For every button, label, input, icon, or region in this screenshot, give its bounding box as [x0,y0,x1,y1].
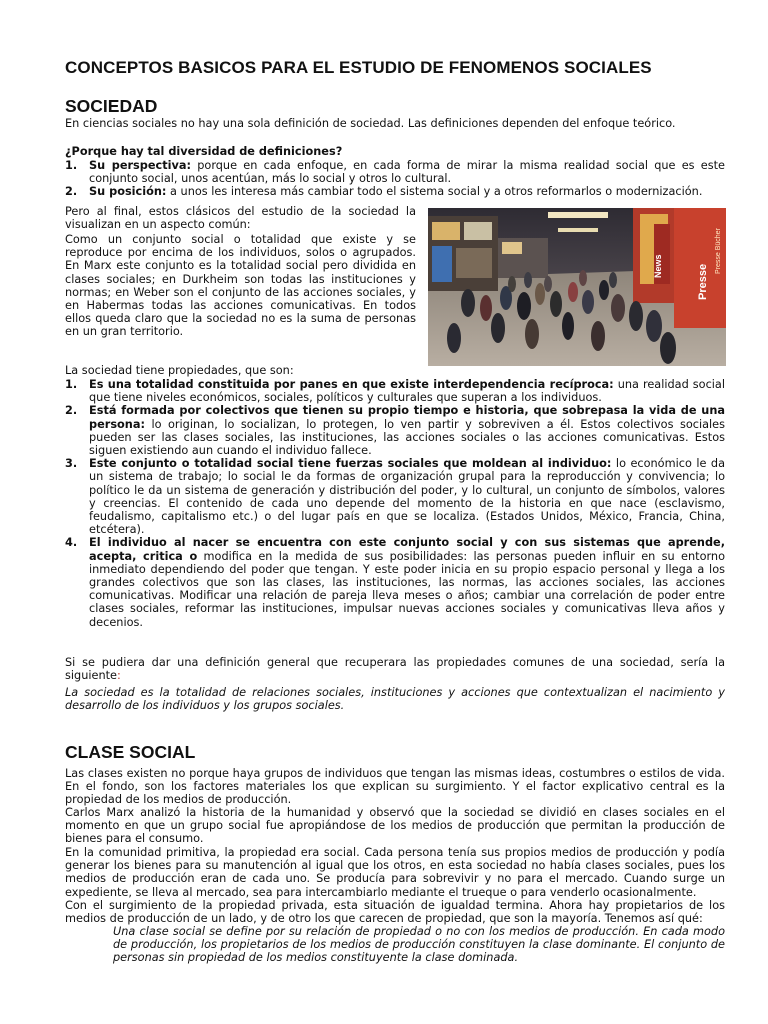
news-sign-text: News [653,254,663,278]
property-lead: Está formada por colectivos que tienen su propio tiempo e historia, que sobrepasa la vida de una persona: [89,404,725,431]
sociedad-intro: En ciencias sociales no hay una sola definición de sociedad. Las definiciones dependen del enfoque teórico. [65,117,676,130]
property-text: modifica en la medida de sus posibilidades: las personas pueden influir en su entorno inmediato dependiendo del poder que tengan. Y este poder inicia en su propio espacio personal y llega a los grandes colectivos que son las clases, las instituciones, las normas, las acciones sociales, las acciones comunicativas. Modificar una relación de pareja lleva meses o años; cambiar una correlación de poder entre clases sociales, reformar las instituciones, impulsar nuevas acciones sociales y comunicativas lleva años y decenios. [89,549,725,629]
reason-text: a unos les interesa más cambiar todo el sistema social y a otros reformarlos o modernización. [166,185,703,199]
section-heading-clase-social: CLASE SOCIAL [65,742,196,762]
reason-lead: Su perspectiva: [89,159,192,172]
clase-paragraph-4: Con el surgimiento de la propiedad privada, esta situación de igualdad termina. Ahora hay propietarios de los medios de producción de un lado, y de otro los que carecen de propiedad, que son la mayoría. Tenemos así qué: [65,899,725,926]
property-item [65,536,725,628]
property-number: 4. [65,536,78,550]
properties-intro: La sociedad tiene propiedades, que son: [65,364,294,377]
crowd-photo [428,208,726,366]
reason-item [65,185,725,198]
clase-paragraph-1: Las clases existen no porque haya grupos de individuos que tengan las mismas ideas, costumbres o estilos de vida. En el fondo, son los factores materiales los que explican su surgimiento. Y el factor explicativo central es la propiedad de los medios de producción. [65,767,725,807]
reason-item [65,159,725,185]
property-text: lo económico le da un sistema de trabajo; lo social le da formas de organización grupal para la reproducción y convivencia; lo político le da un sistema de generación y distribución del poder, y lo cultural, un conjunto de símbolos, valores y creencias. El contenido de cada uno depende del momento de la historia en que nace (esclavismo, feudalismo, capitalismo etc.) o del lugar país en que se localiza. (Estados Unidos, México, Francia, China, etcétera). [89,457,725,537]
clase-social-definition-quote: Una clase social se define por su relación de propiedad o no con los medios de producción. En cada modo de producción, los propietarios de los medios de producción constituyen la clase dominante. El conjunto de personas sin propiedad de los medios constituyente la clase dominada. [113,925,725,965]
reason-number: 1. [65,159,78,172]
property-text: una realidad social que tiene niveles económicos, sociales, políticos y culturales que superan a los individuos. [89,378,725,405]
reasons-list [65,159,725,199]
classics-paragraph: Pero al final, estos clásicos del estudio de la sociedad la visualizan en un aspecto común: [65,205,416,232]
section-heading-sociedad: SOCIEDAD [65,96,158,116]
property-lead: Es una totalidad constituida por panes en que existe interdependencia recíproca: [89,378,614,391]
buecher-sign-text: Presse Bücher [715,228,722,274]
property-text: lo originan, lo socializan, lo protegen, lo ven partir y sobreviven a él. Estos colectivos sociales pueden ser las clases sociales, las instituciones, las acciones sociales o las acciones comunicativas. Estos siguen existiendo aun cuando el individuo fallece. [89,417,725,458]
totality-paragraph: Como un conjunto social o totalidad que existe y se reproduce por encima de los individuos, solos o agrupados. En Marx este conjunto es la totalidad social pero dividida en clases sociales; en Durkheim son todas las instituciones y normas; en Weber son el conjunto de las acciones sociales, y en Habermas todas las acciones comunicativas. En todos ellos queda claro que la sociedad no es la suma de personas en un gran territorio. [65,233,416,339]
document-title: CONCEPTOS BASICOS PARA EL ESTUDIO DE FENOMENOS SOCIALES [65,58,652,77]
society-definition: La sociedad es la totalidad de relaciones sociales, instituciones y acciones que contextualizan el nacimiento y desarrollo de los individuos y los grupos sociales. [65,686,725,713]
property-item [65,457,725,536]
reason-number: 2. [65,185,78,199]
clase-paragraph-2: Carlos Marx analizó la historia de la humanidad y observó que la sociedad se dividió en clases sociales en el momento en que un grupo social fue apropiándose de los medios de producción que permitan la producción de bienes para el consumo. [65,806,725,846]
property-number: 3. [65,457,78,471]
property-number: 2. [65,404,78,418]
properties-list [65,378,725,629]
general-definition-text: Si se pudiera dar una definición general que recuperara las propiedades comunes de una sociedad, sería la siguiente [65,656,725,683]
diversity-question: ¿Porque hay tal diversidad de definiciones? [65,145,343,158]
property-item [65,378,725,404]
property-item [65,404,725,457]
reason-text: porque en cada enfoque, en cada forma de mirar la misma realidad social que es este conjunto social, unos acentúan, más lo social y otros lo cultural. [89,159,725,186]
property-lead: El individuo al nacer se encuentra con este conjunto social y con sus sistemas que aprende, acepta, critica o [89,536,725,563]
property-lead: Este conjunto o totalidad social tiene fuerzas sociales que moldean al individuo: [89,457,612,471]
crowd-photo-illustration [428,208,726,366]
property-number: 1. [65,378,78,391]
presse-sign-text: Presse [697,263,709,300]
reason-lead: Su posición: [89,185,167,199]
clase-paragraph-3: En la comunidad primitiva, la propiedad era social. Cada persona tenía sus propios medios de producción y podía generar los bienes para su manutención al igual que los otros, en esta sociedad no había clases sociales, pues los medios de producción eran de cada uno. Se producía para sobrevivir y no para el mercado. Cuando surge un expediente, se lleva al mercado, sea para intercambiarlo mediante el trueque o para venderlo ocasionalmente. [65,846,725,899]
general-definition-intro [65,656,725,682]
general-definition-colon: : [116,669,121,683]
